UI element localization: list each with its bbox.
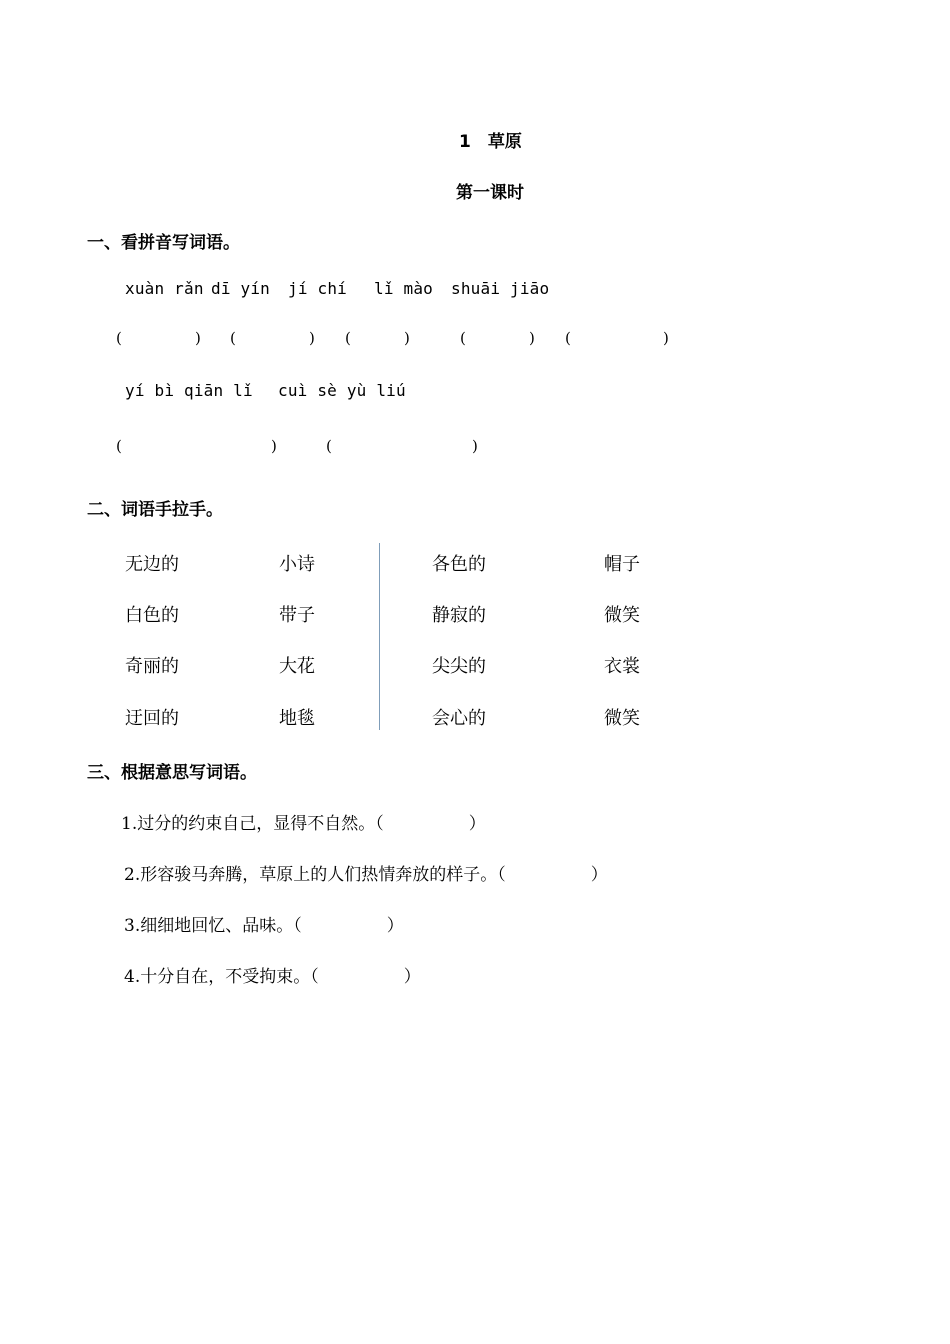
lesson-subtitle: 第一课时 (456, 183, 524, 203)
answer-blank-close: ) (271, 437, 277, 455)
pinyin-item: dī yín (211, 279, 270, 298)
definition-item: 2.形容骏马奔腾，草原上的人们热情奔放的样子。（ ） (124, 865, 608, 885)
left-match-word: 地毯 (279, 708, 315, 729)
answer-blank-close: ) (195, 329, 201, 347)
definition-item: 3.细细地回忆、品味。（ ） (124, 916, 404, 936)
answer-blank-open: ( (565, 329, 571, 347)
pinyin-item: cuì sè yù liú (278, 381, 406, 400)
answer-blank-open: ( (230, 329, 236, 347)
pinyin-item: yí bì qiān lǐ (125, 381, 253, 400)
left-word: 奇丽的 (125, 656, 179, 677)
pinyin-item: xuàn rǎn (125, 279, 204, 298)
answer-blank-close: ) (529, 329, 535, 347)
right-word: 各色的 (432, 554, 486, 575)
lesson-title: 1 草原 (459, 132, 522, 152)
right-match-word: 微笑 (604, 605, 640, 626)
left-word: 迂回的 (125, 708, 179, 729)
pinyin-item: jí chí (288, 279, 347, 298)
answer-blank-open: ( (116, 329, 122, 347)
left-match-word: 带子 (279, 605, 315, 626)
definition-item: 1.过分的约束自己，显得不自然。（ ） (121, 814, 486, 834)
pinyin-item: shuāi jiāo (451, 279, 550, 298)
section3-heading: 三、根据意思写词语。 (87, 763, 257, 783)
definition-item: 4.十分自在，不受拘束。（ ） (124, 967, 421, 987)
pinyin-item: lǐ mào (374, 279, 433, 298)
answer-blank-close: ) (663, 329, 669, 347)
right-match-word: 衣裳 (604, 656, 640, 677)
answer-blank-open: ( (116, 437, 122, 455)
right-word: 静寂的 (432, 605, 486, 626)
answer-blank-close: ) (309, 329, 315, 347)
section1-heading: 一、看拼音写词语。 (87, 233, 240, 253)
column-divider (379, 543, 380, 730)
right-match-word: 帽子 (604, 554, 640, 575)
left-word: 无边的 (125, 554, 179, 575)
answer-blank-close: ) (404, 329, 410, 347)
section2-heading: 二、词语手拉手。 (87, 500, 223, 520)
left-match-word: 大花 (279, 656, 315, 677)
right-word: 尖尖的 (432, 656, 486, 677)
right-word: 会心的 (432, 708, 486, 729)
answer-blank-open: ( (345, 329, 351, 347)
left-word: 白色的 (125, 605, 179, 626)
answer-blank-close: ) (472, 437, 478, 455)
right-match-word: 微笑 (604, 708, 640, 729)
left-match-word: 小诗 (279, 554, 315, 575)
answer-blank-open: ( (460, 329, 466, 347)
answer-blank-open: ( (326, 437, 332, 455)
